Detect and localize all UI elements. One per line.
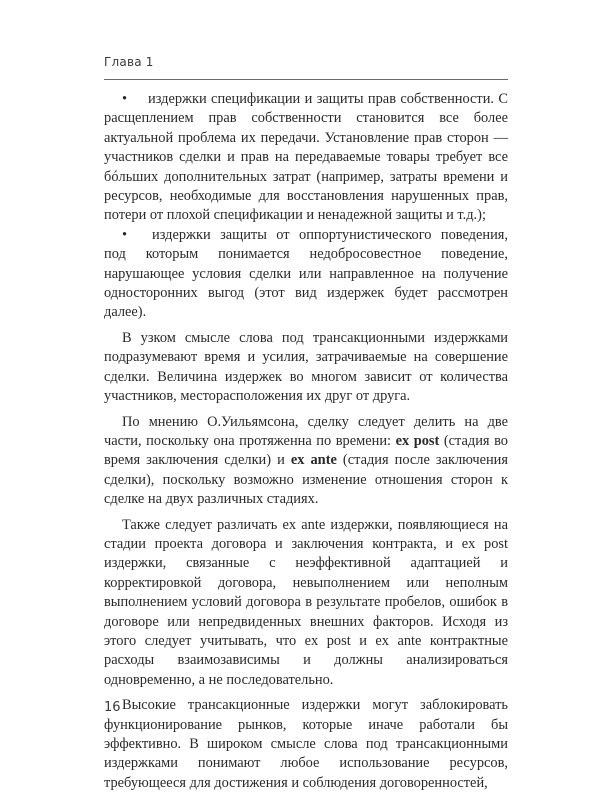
bullet-item-specification-costs: [104, 90, 508, 226]
running-head-chapter: Глава 1: [104, 55, 154, 69]
page-number: 16: [104, 700, 121, 715]
paragraph-text-part: (стадия после заключения сделки), поскольку возможно изменение отношения сторон к сделке на двух различных стадиях.: [104, 452, 508, 508]
paragraph-high-costs: Высокие трансакционные издержки могут заблокировать функционирование рынков, которые иначе работали бы эффективно. В широком смысле слова под трансакционными издержками понимают любое использование ресурсов, требующееся для достижения и соблюдения договоренностей,: [104, 697, 508, 791]
bullet-item-text: издержки защиты от оппортунистического поведения, под которым понимается недобросовестное поведение, нарушающее условия сделки или направленное на получение односторонних выгод (этот вид издержек будет рассмотрен далее).: [104, 226, 508, 321]
paragraph-text-part: По мнению О.Уильямсона, сделку следует делить на две части, поскольку она протяженна по времени:: [104, 413, 508, 449]
bullet-item-text: издержки спецификации и защиты прав собственности. С расщеплением прав собственности становится все более актуальной проблема их передачи. Установление прав сторон — участников сделки и прав на передаваемые товары требует все бóльших дополнительных затрат (например, затраты времени и ресурсов, необходимые для восстановления нарушенных прав, потери от плохой спецификации и ненадежной защиты и т.д.);: [104, 91, 508, 224]
bullet-icon: •: [122, 226, 128, 243]
paragraph-williamson: [104, 413, 508, 510]
paragraph-text-part: (стадия во время заключения сделки) и: [104, 432, 508, 469]
paragraph-narrow-sense: В узком смысле слова под трансакционными издержками подразумевают время и усилия, затрачиваемые на совершение сделки. Величина издержек во многом зависит от количества участников, месторасположения их друг от друга.: [104, 329, 508, 405]
bullet-icon: •: [122, 91, 128, 107]
paragraph-ex-ante-ex-post: Также следует различать ex ante издержки, появляющиеся на стадии проекта договора и заключения контракта, и ex post издержки, связанные с неэффективной адаптацией и корректировкой договора, невыполнением или неполным выполнением условий договора в результате пробелов, ошибок в договоре или непредвиденных внешних факторов. Исходя из этого следует учитывать, что ex post и ex ante контрактные расходы взаимозависимы и должны анализироваться одновременно, а не последовательно.: [104, 516, 508, 688]
bullet-item-opportunism-costs: [104, 226, 508, 323]
term-ex-post: ex post: [395, 432, 440, 449]
page-text: [104, 90, 508, 793]
term-ex-ante: ex ante: [290, 452, 337, 469]
header-rule: [104, 79, 508, 80]
